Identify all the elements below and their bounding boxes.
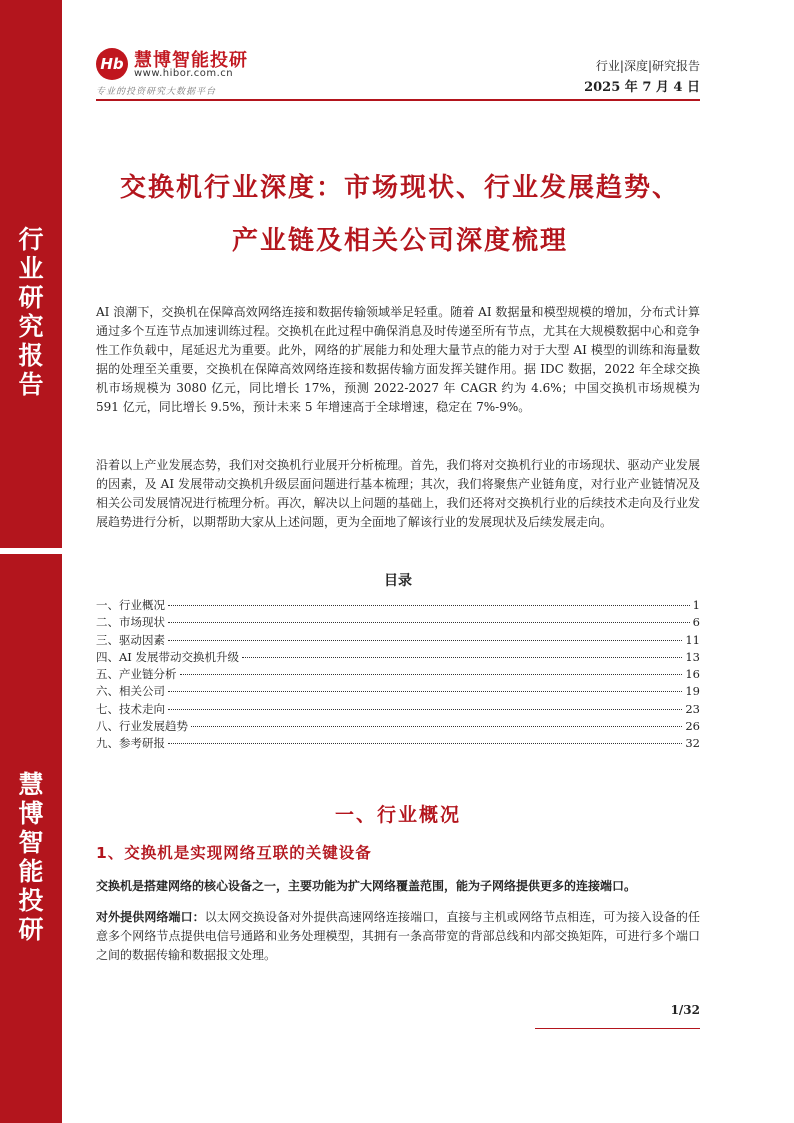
body-paragraph [96, 908, 700, 965]
toc-leader [168, 709, 682, 710]
logo-slogan: 专业的投资研究大数据平台 [96, 87, 217, 97]
toc-item-label: 二、市场现状 [96, 615, 165, 630]
toc-leader [180, 674, 683, 675]
intro-paragraph-1: AI 浪潮下，交换机在保障高效网络连接和数据传输领域举足轻重。随着 AI 数据量和模型规模的增加，分布式计算通过多个互连节点加速训练过程。交换机在此过程中确保消息及时传递至所有节点，尤其在大规模数据中心和竞争性工作负载中，尾延迟尤为重要。此外，网络的扩展能力和处理大量节点的能力对于大型 AI 模型的训练和海量数据的处理至关重要，交换机在保障高效网络连接和数据传输方面发挥关键作用。据 IDC 数据，2022 年全球交换机市场规模为 3080 亿元，同比增长 17%，预测 2022-2027 年 CAGR 约为 4.6%；中国交换机市场规模为 591 亿元，同比增长 9.5%，预计未来 5 年增速高于全球增速，稳定在 7%-9%。 [96, 305, 700, 414]
sidebar-bottom-label: 慧 博 智 能 投 研 [18, 770, 44, 944]
toc-title: 目录 [384, 573, 412, 589]
toc-item-page: 13 [685, 649, 700, 664]
toc-item[interactable] [96, 649, 700, 666]
toc-item-page: 32 [685, 736, 700, 751]
toc-item-page: 1 [692, 598, 700, 612]
toc-item-label: 七、技术走向 [96, 701, 165, 716]
report-date: 2025 年 7 月 4 日 [584, 80, 700, 95]
logo-name: 慧博智能投研 [134, 50, 248, 71]
lead-sentence: 交换机是搭建网络的核心设备之一，主要功能为扩大网络覆盖范围，能为子网络提供更多的连接端口。 [96, 879, 637, 893]
toc-leader [168, 622, 690, 623]
toc-item-label: 九、参考研报 [96, 736, 165, 751]
toc-item[interactable] [96, 632, 700, 649]
toc-item[interactable] [96, 718, 700, 735]
footer-rule [535, 1028, 700, 1029]
toc-item-label: 五、产业链分析 [96, 667, 177, 682]
toc-item[interactable] [96, 597, 700, 614]
toc-item-page: 19 [685, 684, 700, 699]
toc-leader [191, 726, 682, 727]
toc-item-label: 一、行业概况 [96, 598, 165, 612]
toc-leader [168, 743, 682, 744]
toc-item-label: 三、驱动因素 [96, 632, 165, 647]
page-title-line2: 产业链及相关公司深度梳理 [231, 226, 568, 256]
logo-mark-icon: Hb [96, 48, 128, 80]
toc-leader [242, 657, 682, 658]
toc-item-page: 6 [692, 615, 700, 630]
section-title: 一、行业概况 [334, 804, 461, 826]
logo [96, 46, 286, 100]
logo-url: www.hibor.com.cn [134, 68, 234, 79]
page-title-line1: 交换机行业深度：市场现状、行业发展趋势、 [119, 173, 680, 203]
toc-leader [168, 605, 690, 606]
report-type: 行业|深度|研究报告 [595, 59, 700, 73]
toc-leader [168, 640, 682, 641]
header-rule [96, 99, 700, 101]
paragraph-heading: 对外提供网络端口： [96, 910, 205, 924]
toc-item-page: 11 [685, 632, 700, 647]
toc-item-label: 八、行业发展趋势 [96, 719, 188, 734]
sidebar [0, 0, 62, 1123]
toc-item[interactable] [96, 701, 700, 718]
sidebar-top-label: 行 业 研 究 报 告 [18, 225, 44, 399]
table-of-contents [96, 597, 700, 753]
toc-item[interactable] [96, 614, 700, 631]
toc-item-label: 六、相关公司 [96, 684, 165, 699]
paragraph-body: 以太网交换设备对外提供高速网络连接端口，直接与主机或网络节点相连，可为接入设备的任意多个网络节点提供电信号通路和业务处理模型，其拥有一条高带宽的背部总线和内部交换矩阵，可进行多个端口之间的数据传输和数据报文处理。 [96, 910, 700, 962]
subsection-title: 1、交换机是实现网络互联的关键设备 [96, 844, 372, 862]
toc-item-page: 23 [685, 701, 700, 716]
intro-paragraph-2: 沿着以上产业发展态势，我们对交换机行业展开分析梳理。首先，我们将对交换机行业的市场现状、驱动产业发展的因素，及 AI 发展带动交换机升级层面问题进行基本梳理；其次，我们将聚焦产业链角度，对行业产业链情况及相关公司发展情况进行梳理分析。再次，解决以上问题的基础上，我们还将对交换机行业的后续技术走向及行业发展趋势进行分析，以期帮助大家从上述问题，更为全面地了解该行业的发展现状及后续发展走向。 [96, 458, 700, 529]
toc-item[interactable] [96, 683, 700, 700]
toc-item[interactable] [96, 735, 700, 752]
toc-item-label: 四、AI 发展带动交换机升级 [96, 649, 240, 664]
toc-leader [168, 691, 682, 692]
toc-item-page: 16 [685, 667, 700, 682]
sidebar-divider [0, 548, 62, 554]
toc-item[interactable] [96, 666, 700, 683]
page-number: 1/32 [670, 1003, 700, 1017]
toc-item-page: 26 [685, 719, 700, 734]
